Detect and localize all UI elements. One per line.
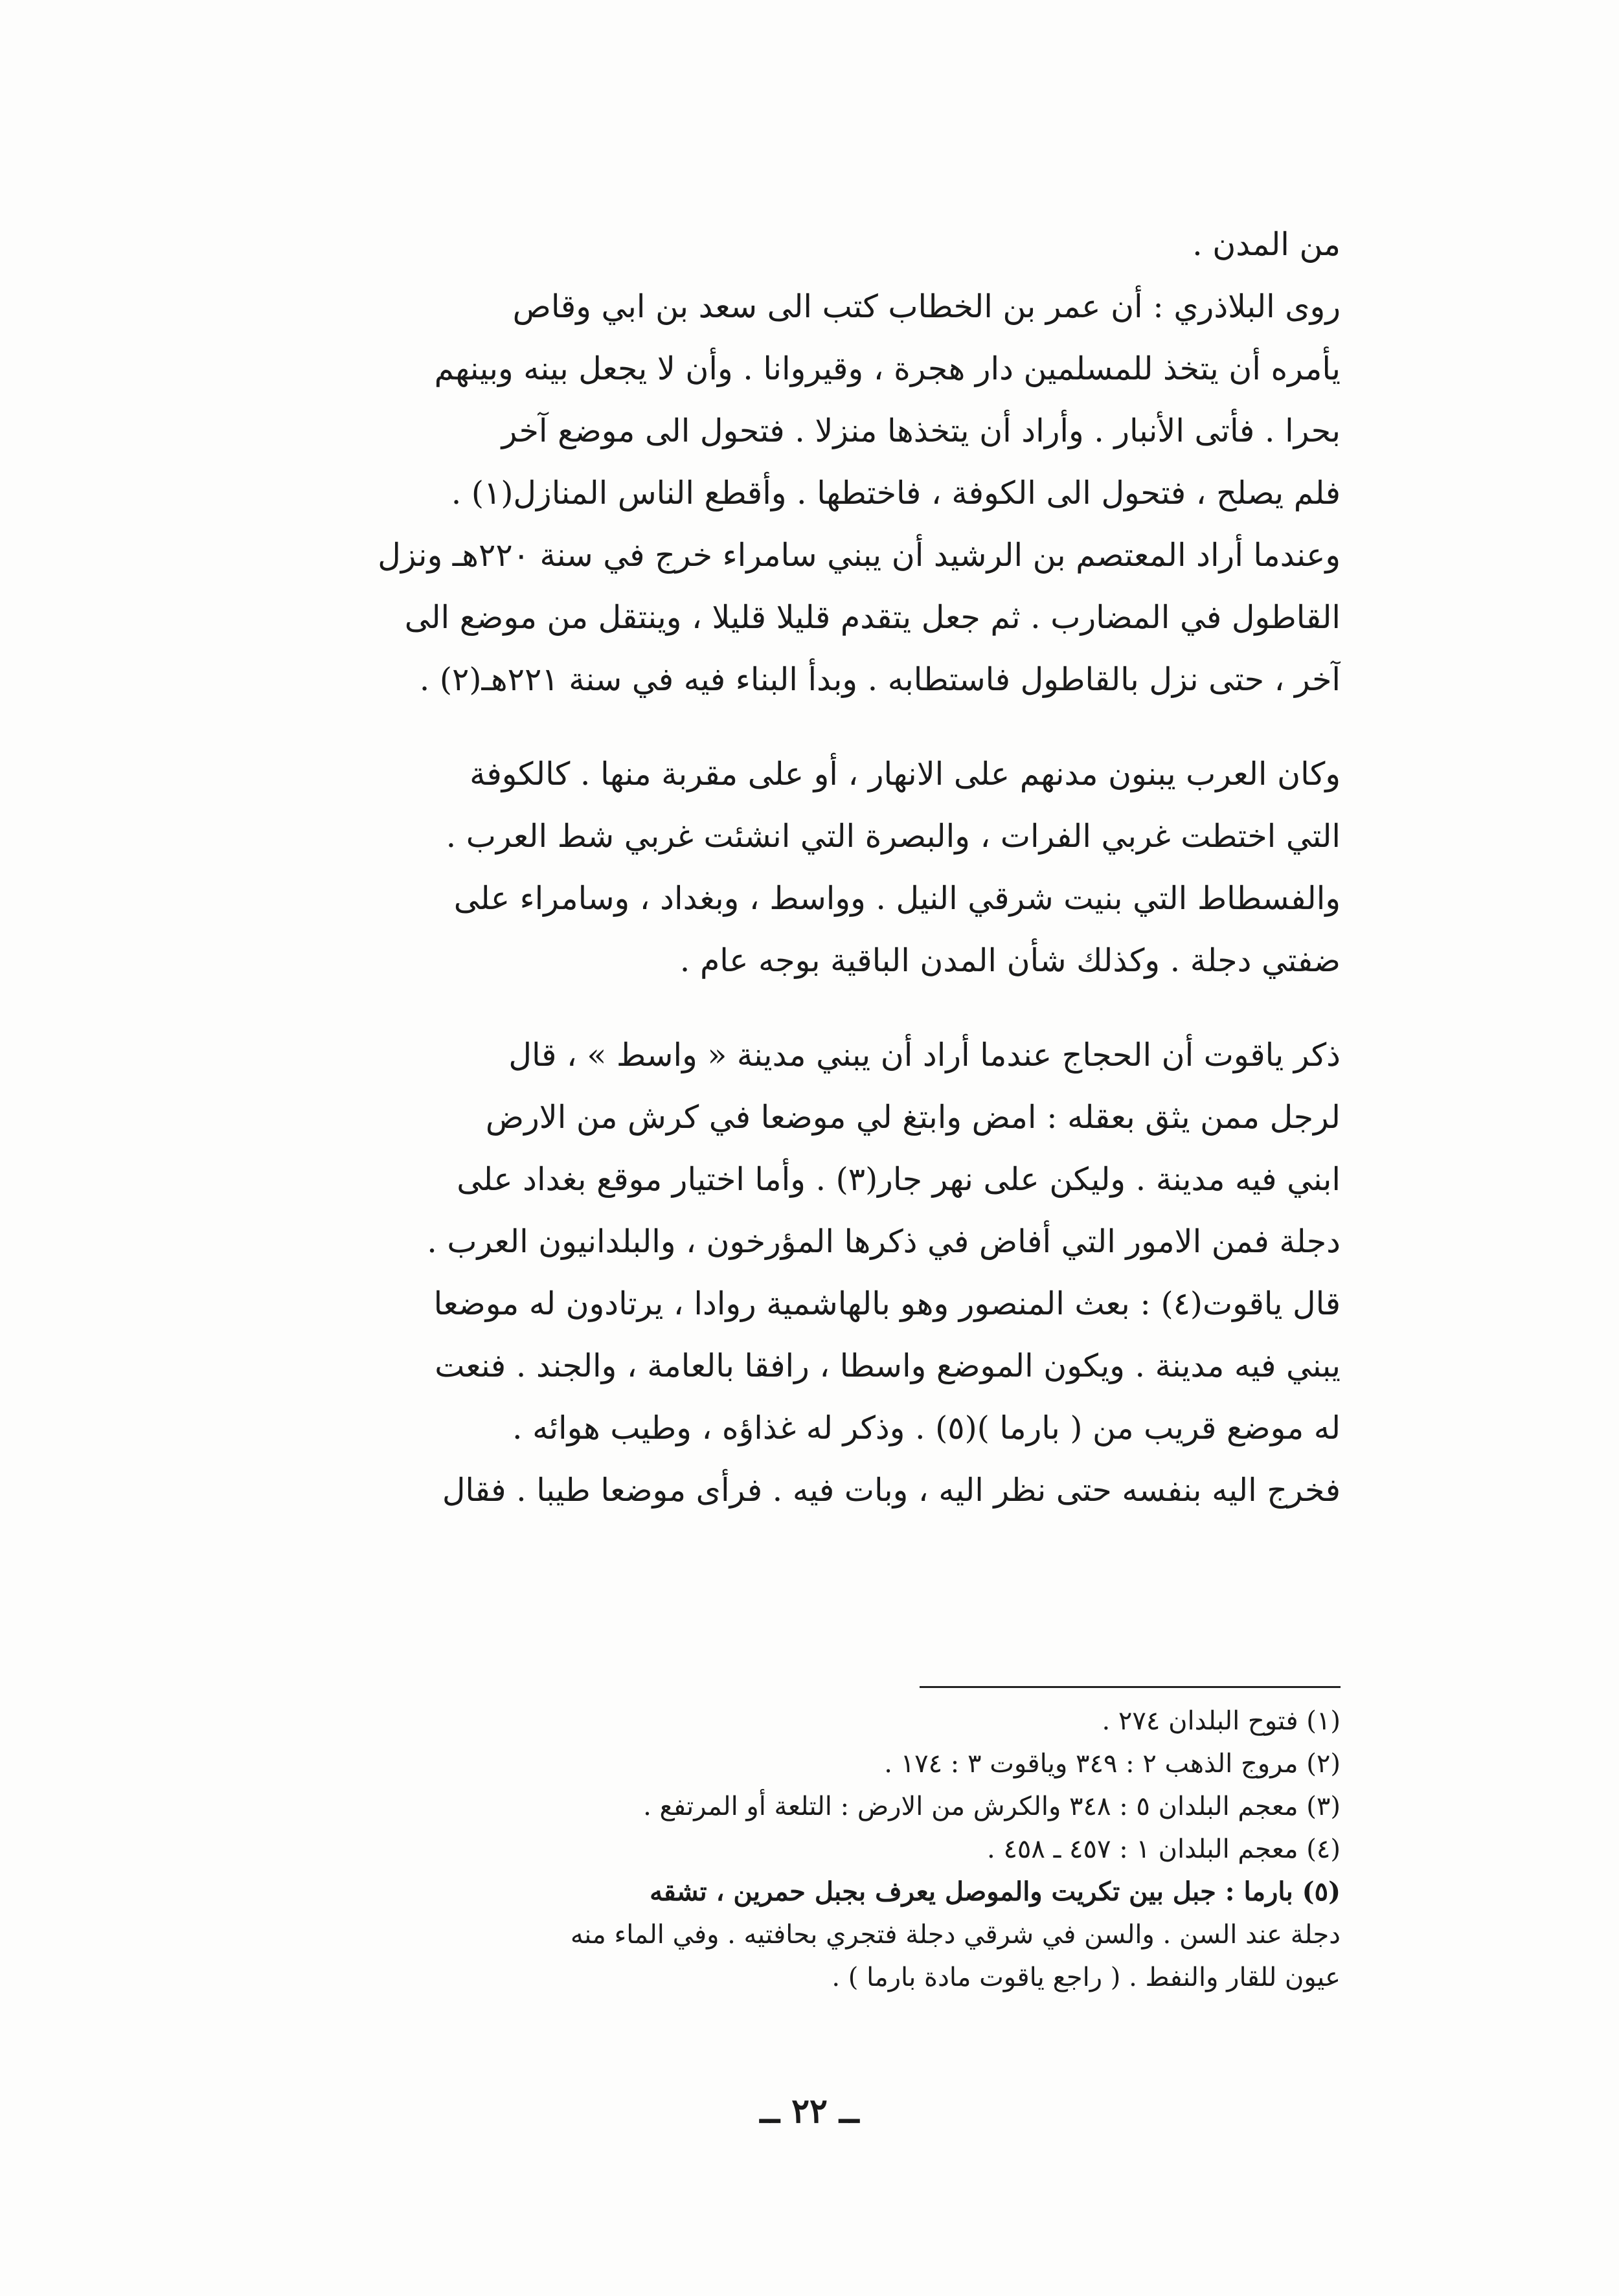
text-line: لرجل ممن يثق بعقله : امض وابتغ لي موضعا في كرش من الارض (485, 1099, 1341, 1136)
text-line: التي اختطت غربي الفرات ، والبصرة التي انشئت غربي شط العرب . (446, 818, 1341, 855)
text-line: فخرج اليه بنفسه حتى نظر اليه ، وبات فيه . فرأى موضعا طيبا . فقال (442, 1472, 1341, 1509)
main-text (272, 214, 1341, 1522)
text-line: روى البلاذري : أن عمر بن الخطاب كتب الى سعد بن ابي وقاص (512, 288, 1341, 325)
text-line: آخر ، حتى نزل بالقاطول فاستطابه . وبدأ البناء فيه في سنة ٢٢١هـ(٢) . (419, 661, 1341, 698)
paragraph-gap (272, 992, 1341, 1024)
footnote-5-continued: عيون للقار والنفط . ( راجع ياقوت مادة بارما ) . (832, 1963, 1341, 1992)
footnote-1: (١) فتوح البلدان ٢٧٤ . (1102, 1706, 1341, 1736)
footnote-5: (٥) بارما : جبل بين تكريت والموصل يعرف بجبل حمرين ، تشقه (650, 1876, 1341, 1907)
footnote-divider (920, 1686, 1341, 1688)
text-line: فلم يصلح ، فتحول الى الكوفة ، فاختطها . وأقطع الناس المنازل(١) . (451, 475, 1341, 512)
paragraph-1 (272, 214, 1341, 711)
text-line: ذكر ياقوت أن الحجاج عندما أراد أن يبني مدينة « واسط » ، قال (508, 1037, 1341, 1074)
footnote-3: (٣) معجم البلدان ٥ : ٣٤٨ والكرش من الارض : التلعة أو المرتفع . (643, 1792, 1341, 1821)
text-line: دجلة فمن الامور التي أفاض في ذكرها المؤرخون ، والبلدانيون العرب . (427, 1223, 1341, 1260)
text-line: والفسطاط التي بنيت شرقي النيل . وواسط ، وبغداد ، وسامراء على (453, 880, 1341, 917)
text-line: ابني فيه مدينة . وليكن على نهر جار(٣) . وأما اختيار موقع بغداد على (457, 1161, 1341, 1198)
text-line: بحرا . فأتى الأنبار . وأراد أن يتخذها منزلا . فتحول الى موضع آخر (501, 412, 1341, 449)
paragraph-2 (272, 743, 1341, 992)
text-line: من المدن . (1192, 226, 1341, 263)
footnote-2: (٢) مروج الذهب ٢ : ٣٤٩ وياقوت ٣ : ١٧٤ . (884, 1749, 1341, 1779)
text-line: وكان العرب يبنون مدنهم على الانهار ، أو على مقربة منها . كالكوفة (470, 756, 1341, 793)
text-line: وعندما أراد المعتصم بن الرشيد أن يبني سامراء خرج في سنة ٢٢٠هـ ونزل (378, 537, 1341, 574)
footnotes (240, 1700, 1341, 1999)
footnote-5-continued: دجلة عند السن . والسن في شرقي دجلة فتجري بحافتيه . وفي الماء منه (570, 1920, 1341, 1950)
paragraph-gap (272, 711, 1341, 743)
text-line: ضفتي دجلة . وكذلك شأن المدن الباقية بوجه عام . (679, 942, 1341, 979)
page-number: ــ ٢٢ ــ (760, 2091, 859, 2131)
text-line: له موضع قريب من ( بارما )(٥) . وذكر له غذاؤه ، وطيب هوائه . (512, 1410, 1341, 1446)
text-line: قال ياقوت(٤) : بعث المنصور وهو بالهاشمية روادا ، يرتادون له موضعا (433, 1285, 1341, 1322)
paragraph-3 (272, 1024, 1341, 1522)
text-line: القاطول في المضارب . ثم جعل يتقدم قليلا قليلا ، وينتقل من موضع الى (404, 599, 1341, 636)
text-line: يأمره أن يتخذ للمسلمين دار هجرة ، وقيروانا . وأن لا يجعل بينه وبينهم (434, 350, 1341, 387)
footnote-4: (٤) معجم البلدان ١ : ٤٥٧ ـ ٤٥٨ . (987, 1834, 1341, 1864)
text-line: يبني فيه مدينة . ويكون الموضع واسطا ، رافقا بالعامة ، والجند . فنعت (435, 1347, 1341, 1384)
